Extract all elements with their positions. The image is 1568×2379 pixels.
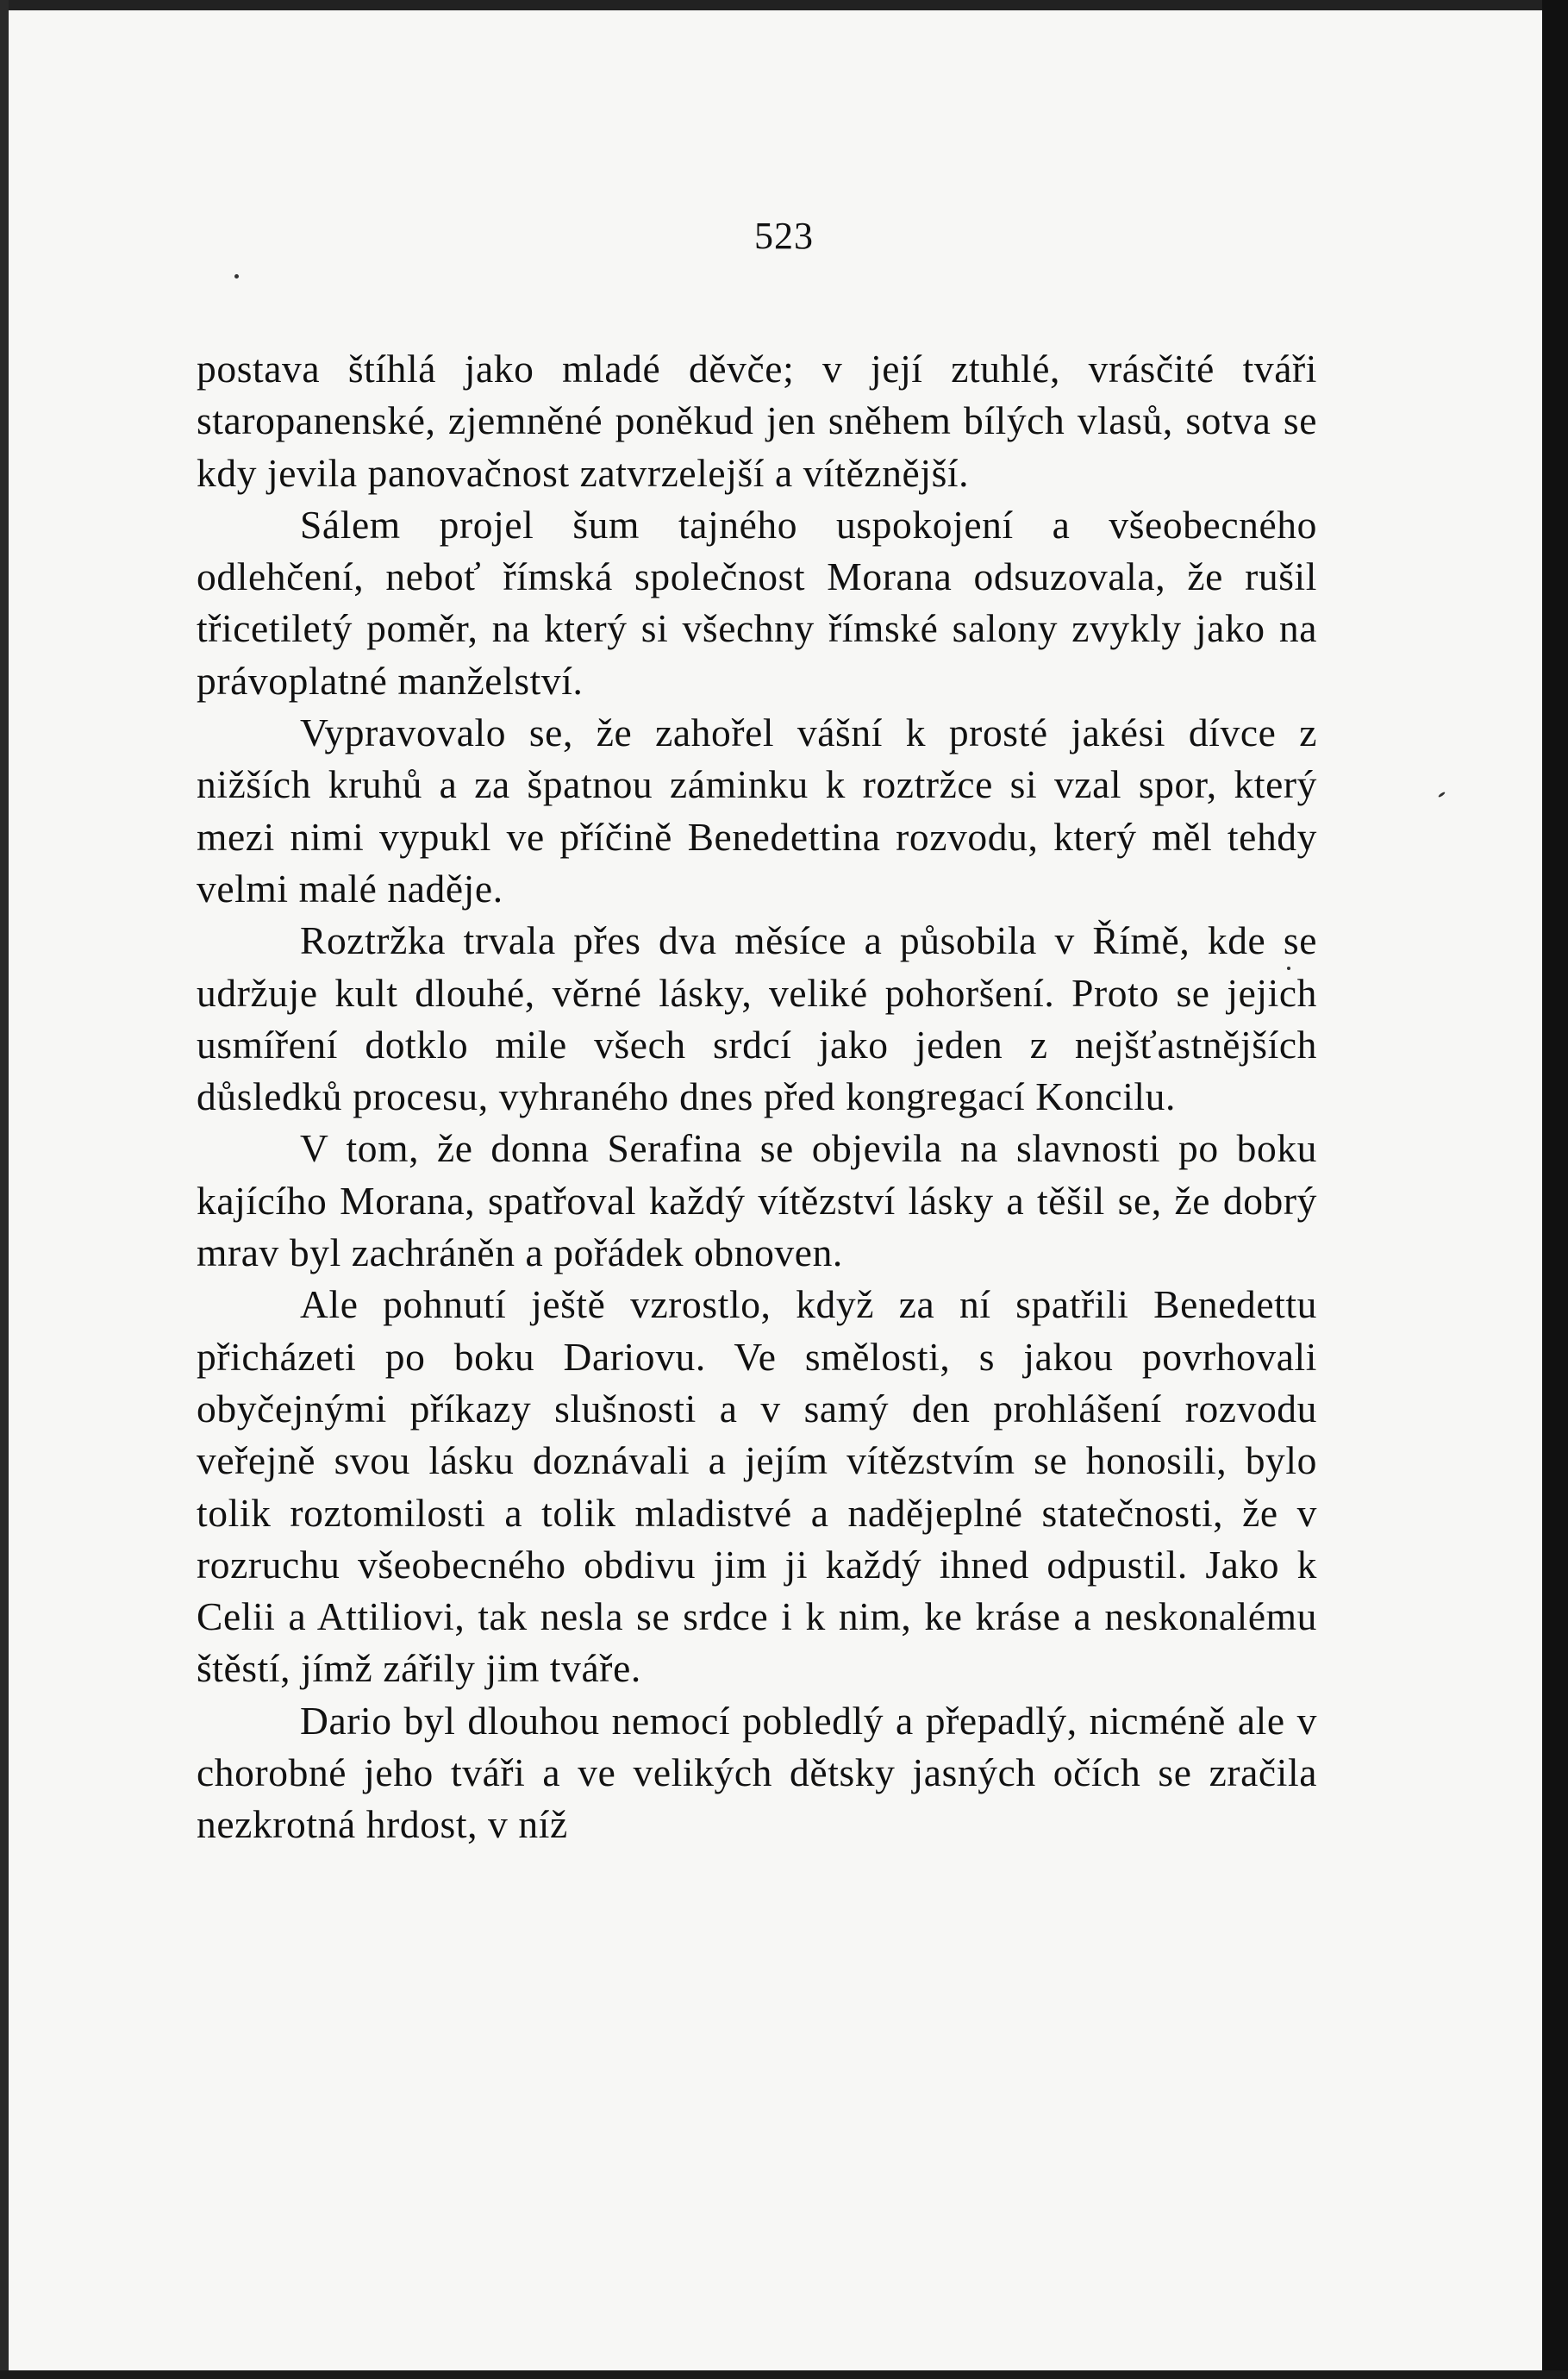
paragraph: Roztržka trvala přes dva měsíce a působila v Římě, kde se udržuje kult dlouhé, věrné lásky, veliké pohoršení. Proto se jejich usmíření dotklo mile všech srdcí jako jeden z nejšťastnějších důsledků procesu, vyhraného dnes před kongregací Koncilu. — [197, 918, 1317, 1119]
paragraph: Dario byl dlouhou nemocí pobledlý a přepadlý, nicméně ale v chorobné jeho tváři a ve velikých dětsky jasných očích se zračila nezkrotná hrdost, v níž — [197, 1698, 1317, 1847]
scan-border-top — [0, 0, 1568, 10]
page-number: 523 — [754, 215, 814, 257]
paragraph-continued: postava štíhlá jako mladé děvče; v její ztuhlé, vrásčité tváři staropanenské, zjemněné poněkud jen sněhem bílých vlasů, sotva se kdy jevila panovačnost zatvrzelejší a vítěznější. — [197, 347, 1317, 495]
scan-border-bottom — [0, 2370, 1568, 2379]
scan-border-right — [1542, 0, 1568, 2379]
paragraph: Vypravovalo se, že zahořel vášní k prosté jakési dívce z nižších kruhů a za špatnou záminku k roztržce si vzal spor, který mezi nimi vypukl ve příčině Benedettina rozvodu, který měl tehdy velmi malé naděje. — [197, 711, 1317, 911]
paragraph: V tom, že donna Serafina se objevila na slavnosti po boku kajícího Morana, spatřoval každý vítězství lásky a těšil se, že dobrý mrav byl zachráněn a pořádek obnoven. — [197, 1126, 1317, 1275]
paper-speck — [234, 274, 239, 279]
scan-border-left — [0, 0, 9, 2379]
body-text — [197, 343, 1317, 1851]
paragraph: Ale pohnutí ještě vzrostlo, když za ní spatřili Benedettu přicházeti po boku Dariovu. Ve smělosti, s jakou povrhovali obyčejnými příkazy slušnosti a v samý den prohlášení rozvodu veřejně svou lásku doznávali a jejím vítězstvím se honosili, bylo tolik roztomilosti a tolik mladistvé a nadějeplné statečnosti, že v rozruchu všeobecného obdivu jim ji každý ihned odpustil. Jako k Celii a Attiliovi, tak nesla se srdce i k nim, ke kráse a neskonalému štěstí, jímž zářily jim tváře. — [197, 1282, 1317, 1691]
paragraph: Sálem projel šum tajného uspokojení a všeobecného odlehčení, neboť římská společnost Morana odsuzovala, že rušil třicetiletý poměr, na který si všechny římské salony zvykly jako na právoplatné manželství. — [197, 502, 1317, 703]
paper-speck — [1438, 792, 1446, 798]
